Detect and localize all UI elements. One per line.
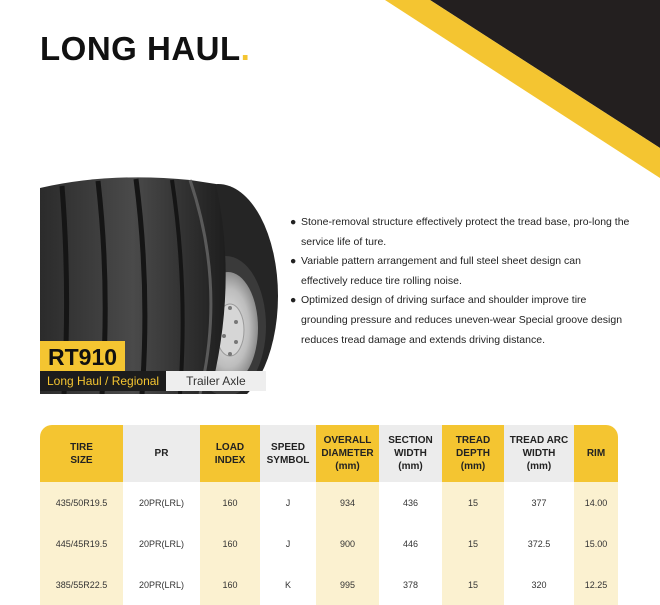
- cell-pr: 20PR(LRL): [123, 564, 200, 605]
- spec-table: [40, 425, 618, 605]
- cell-speed-symbol: K: [260, 564, 316, 605]
- feature-list: [290, 213, 630, 350]
- col-header-overall-diameter: OVERALL DIAMETER (mm): [316, 425, 379, 482]
- axle-position-tag: Trailer Axle: [166, 371, 266, 391]
- cell-load-index: 160: [200, 523, 260, 564]
- cell-section-width: 378: [379, 564, 442, 605]
- cell-speed-symbol: J: [260, 523, 316, 564]
- cell-tread-depth: 15: [442, 482, 504, 523]
- feature-text: Variable pattern arrangement and full steel sheet design can effectively reduce tire rolling noise.: [301, 255, 581, 287]
- cell-section-width: 436: [379, 482, 442, 523]
- cell-tread-arc-width: 372.5: [504, 523, 574, 564]
- col-header-pr: PR: [123, 425, 200, 482]
- bullet-icon: ●: [290, 294, 297, 307]
- category-tag: Long Haul / Regional: [40, 371, 166, 391]
- cell-tread-arc-width: 320: [504, 564, 574, 605]
- table-header-row: [40, 425, 618, 482]
- cell-tire-size: 445/45R19.5: [40, 523, 123, 564]
- col-header-rim: RIM: [574, 425, 618, 482]
- cell-overall-diameter: 934: [316, 482, 379, 523]
- cell-rim: 14.00: [574, 482, 618, 523]
- cell-rim: 12.25: [574, 564, 618, 605]
- cell-pr: 20PR(LRL): [123, 523, 200, 564]
- col-header-tire-size: TIRE SIZE: [40, 425, 123, 482]
- cell-tread-depth: 15: [442, 523, 504, 564]
- col-header-tread-depth: TREAD DEPTH (mm): [442, 425, 504, 482]
- cell-rim: 15.00: [574, 523, 618, 564]
- cell-load-index: 160: [200, 564, 260, 605]
- table-row: [40, 482, 618, 523]
- cell-tread-depth: 15: [442, 564, 504, 605]
- title-dot: .: [240, 30, 251, 67]
- model-badge: RT910: [40, 341, 125, 372]
- cell-pr: 20PR(LRL): [123, 482, 200, 523]
- cell-tire-size: 385/55R22.5: [40, 564, 123, 605]
- page-title: [40, 30, 250, 68]
- feature-item: [290, 213, 630, 252]
- cell-load-index: 160: [200, 482, 260, 523]
- cell-overall-diameter: 995: [316, 564, 379, 605]
- cell-tread-arc-width: 377: [504, 482, 574, 523]
- col-header-load-index: LOAD INDEX: [200, 425, 260, 482]
- cell-tire-size: 435/50R19.5: [40, 482, 123, 523]
- cell-section-width: 446: [379, 523, 442, 564]
- col-header-speed-symbol: SPEED SYMBOL: [260, 425, 316, 482]
- col-header-tread-arc-width: TREAD ARC WIDTH (mm): [504, 425, 574, 482]
- corner-stripe-graphic: [0, 0, 660, 180]
- col-header-section-width: SECTION WIDTH (mm): [379, 425, 442, 482]
- table-row: [40, 523, 618, 564]
- feature-text: Stone-removal structure effectively protect the tread base, pro-long the service life of ture.: [301, 216, 630, 248]
- product-tags: [40, 371, 266, 391]
- cell-overall-diameter: 900: [316, 523, 379, 564]
- bullet-icon: ●: [290, 255, 297, 268]
- feature-text: Optimized design of driving surface and shoulder improve tire grounding pressure and reduces uneven-wear Special groove design reduces tread damage and extends driving distance.: [301, 294, 623, 346]
- cell-speed-symbol: J: [260, 482, 316, 523]
- table-row: [40, 564, 618, 605]
- bullet-icon: ●: [290, 216, 297, 228]
- feature-item: [290, 291, 630, 350]
- feature-item: [290, 252, 630, 291]
- page-title-text: LONG HAUL: [40, 30, 241, 67]
